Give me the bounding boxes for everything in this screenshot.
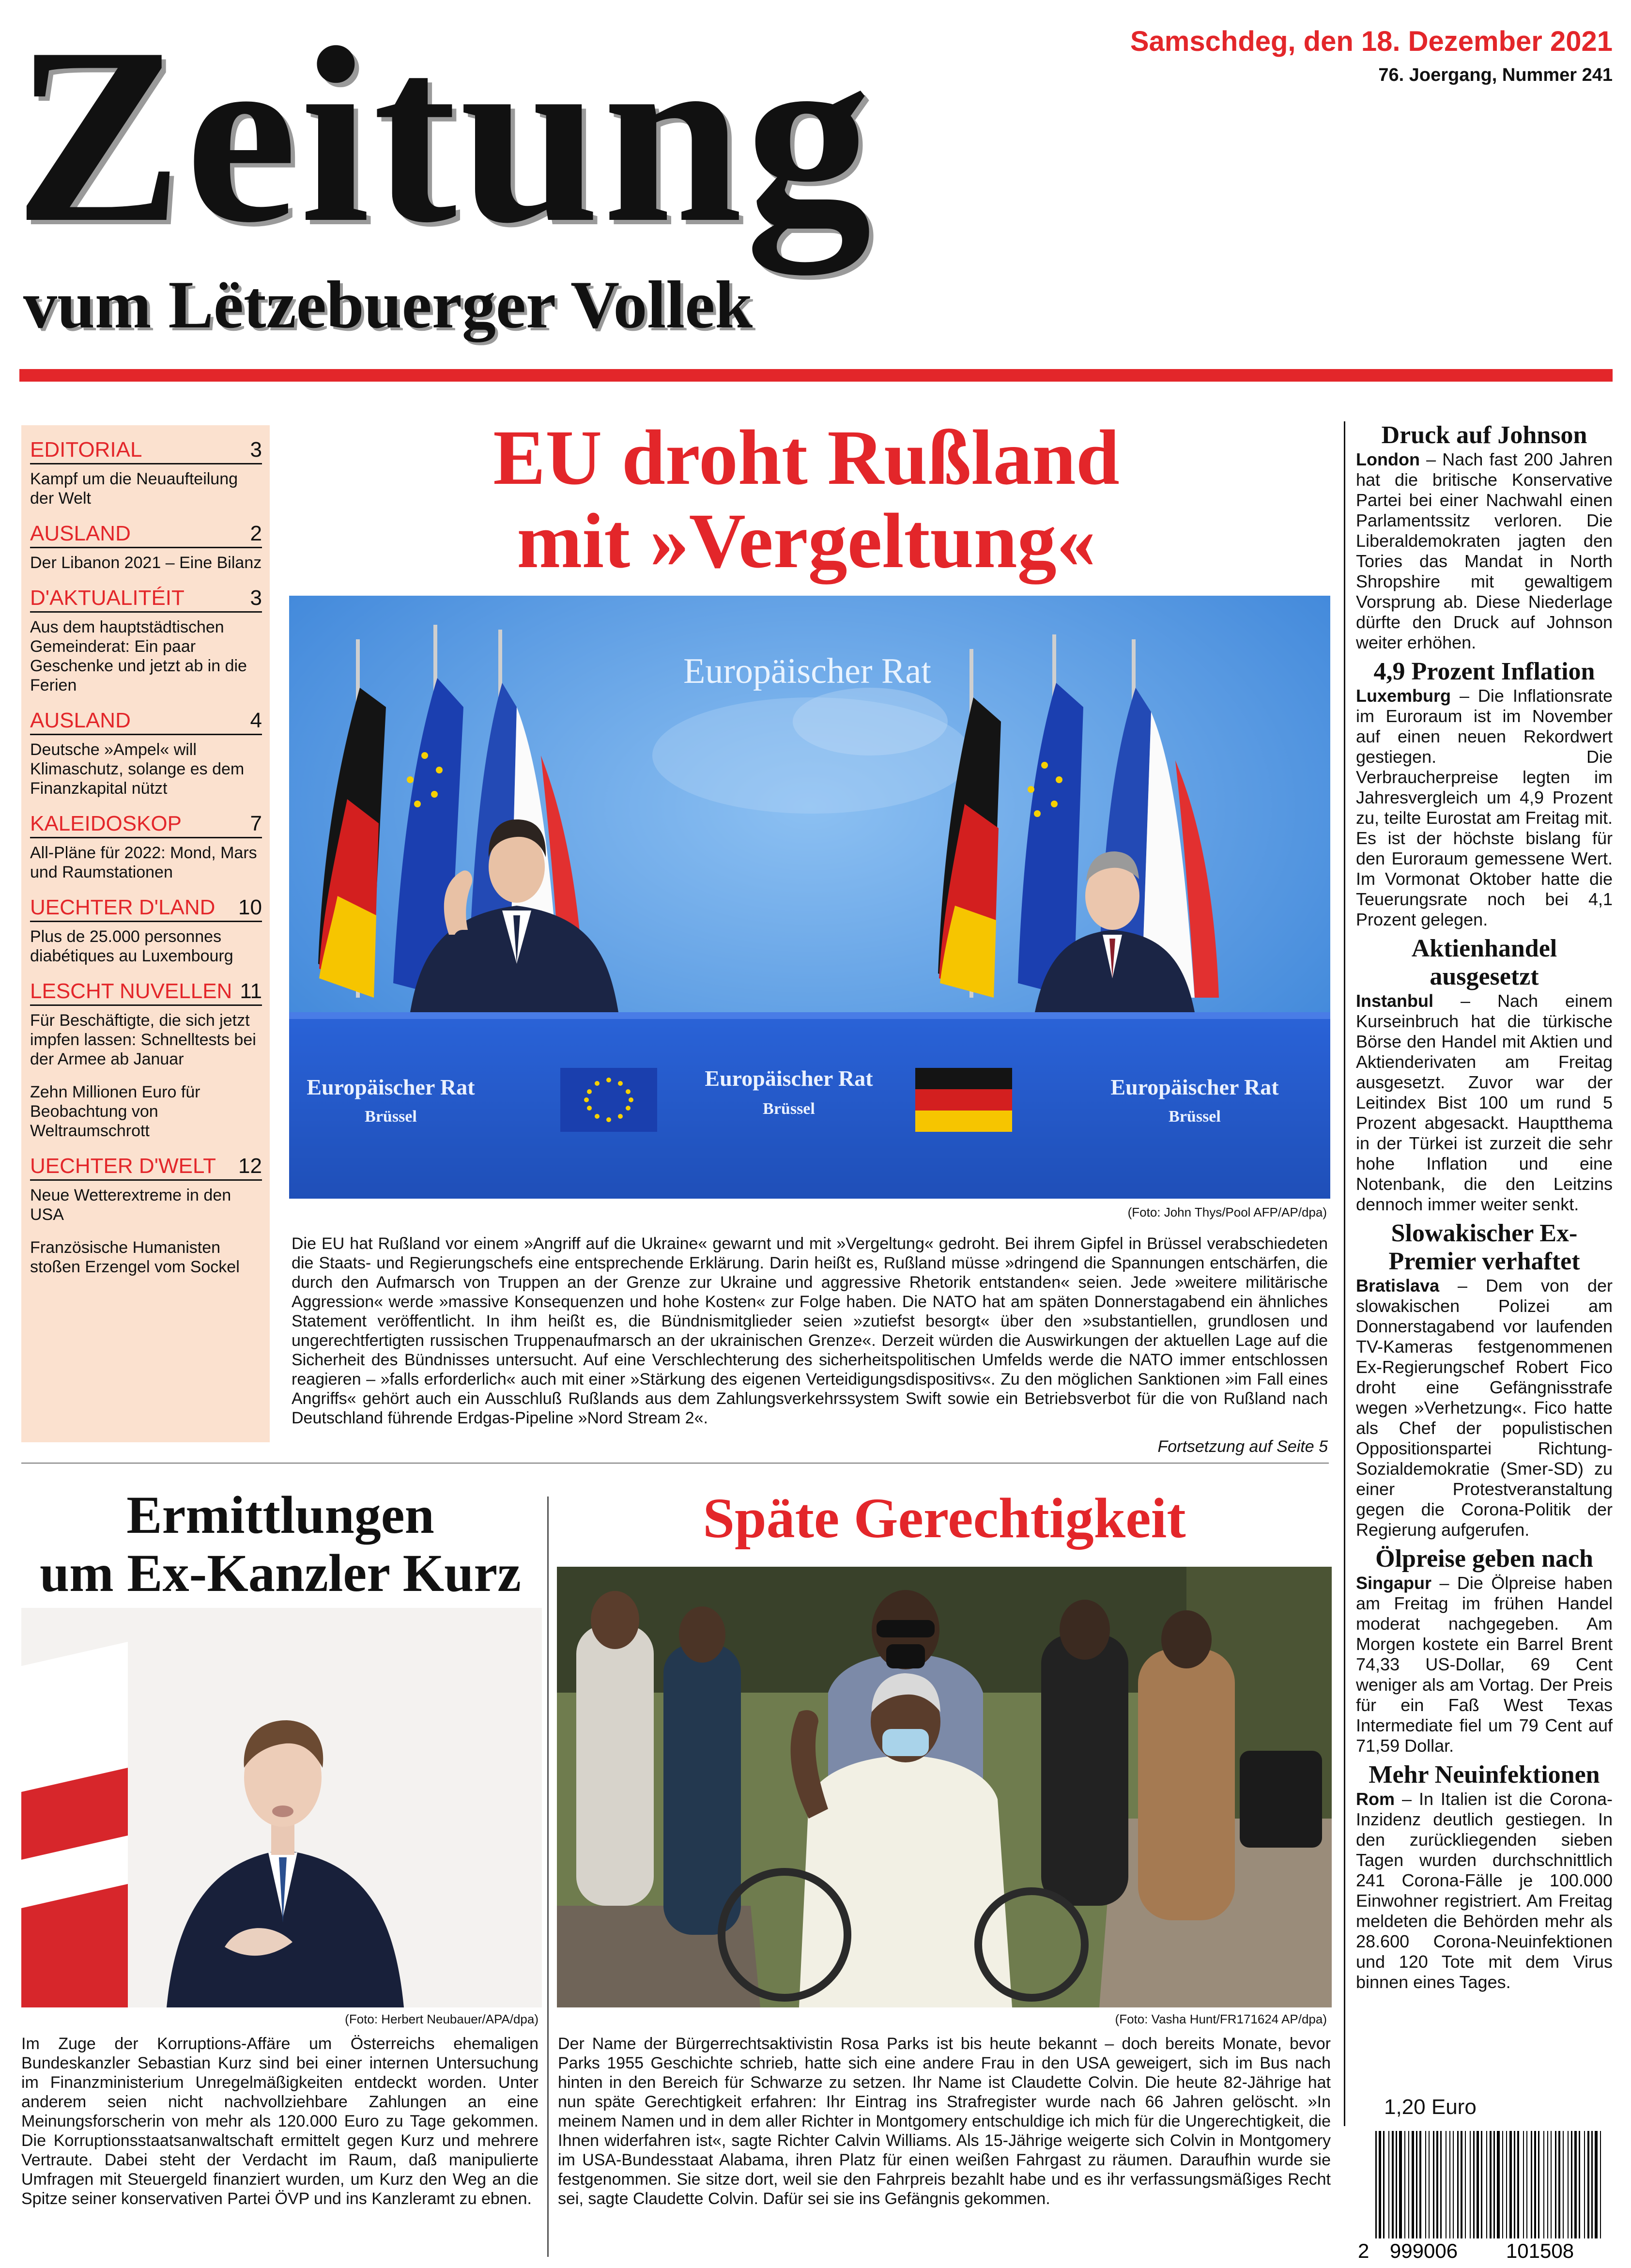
brief-place: Singapur — [1356, 1573, 1432, 1593]
index-section: AUSLAND — [30, 522, 131, 545]
barcode-bar — [1408, 2131, 1409, 2240]
column-divider — [547, 1497, 549, 2257]
index-page: 10 — [238, 895, 262, 919]
index-page: 3 — [250, 438, 262, 462]
backdrop-text: Europäischer Rat — [683, 651, 931, 691]
index-teaser: Zehn Millionen Euro für Beobachtung von Weltraumschrott — [30, 1083, 200, 1140]
lead-headline-line-1: EU droht Rußland — [493, 415, 1120, 501]
brief-title[interactable]: Aktienhandel ausgesetzt — [1411, 935, 1557, 990]
brief-place: Rom — [1356, 1789, 1395, 1809]
barcode-bar — [1506, 2131, 1507, 2240]
index-section: D'AKTUALITÉIT — [30, 586, 185, 610]
brief-text — [1356, 991, 1613, 1215]
barcode-bar — [1375, 2131, 1377, 2252]
barcode-bar — [1502, 2131, 1503, 2240]
kurz-headline-line-1: Ermittlungen — [126, 1485, 434, 1544]
brief-text — [1356, 1276, 1613, 1540]
barcode-bar — [1574, 2131, 1577, 2240]
kurz-photo-credit: (Foto: Herbert Neubauer/APA/dpa) — [345, 2012, 539, 2026]
barcode-bar — [1379, 2131, 1381, 2252]
news-briefs-column — [1344, 421, 1613, 2126]
index-entry-uechter-dwelt[interactable] — [30, 1154, 262, 1181]
barcode-bar — [1551, 2131, 1552, 2240]
index-entry-ausland-2[interactable] — [30, 709, 262, 735]
kurz-photo — [21, 1608, 542, 2007]
brief-place: Bratislava — [1356, 1276, 1440, 1296]
brief-title[interactable]: 4,9 Prozent Inflation — [1373, 658, 1595, 685]
index-section: KALEIDOSKOP — [30, 812, 182, 835]
barcode-bar — [1517, 2131, 1519, 2240]
brief-body: – Nach einem Kurseinbruch hat die türkische Börse den Handel mit Aktien und Aktienderivaten am Freitag ausgesetzt. Zuvor war der Leitindex Bist 100 um rund 5 Prozent abgesackt. Hauptthema in der Türkei ist zurzeit die sehr hohe Inflation und eine Notenbank, die den Leitzins dennoch immer weiter senkt. — [1356, 991, 1613, 1214]
barcode-bar — [1555, 2131, 1556, 2240]
barcode — [1356, 2131, 1608, 2262]
barcode-bar — [1440, 2131, 1442, 2240]
desk-sublabel-center: Brüssel — [763, 1100, 815, 1118]
brief-body: – Die Ölpreise haben am Freitag im frühen Handel moderat nachgegeben. Am Morgen kostete ein Barrel Brent 74,33 US-Dollar, 69 Cent weniger als am Vortag. Der Preis für ein Faß West Texas Intermediate fiel um 79 Cent auf 71,59 Dollar. — [1356, 1573, 1613, 1756]
barcode-bar — [1523, 2131, 1524, 2240]
index-page: 12 — [238, 1154, 262, 1178]
lead-body: Die EU hat Rußland vor einem »Angriff auf die Ukraine« gewarnt und mit »Vergeltung« gedroht. Bei ihrem Gipfel in Brüssel verabschiedeten die Staats- und Regierungschefs eine entsprechende Erklärung. Darin heißt es, Rußland müsse »dringend die Spannungen entschärfen, die durch den Aufmarsch von Truppen an der Grenze zur Ukraine und aggressive Rhetorik entstanden« seien. Jede »weitere militärische Aggression« werde »massive Konsequenzen und hohe Kosten« zur Folge haben. Die NATO hat am späten Donnerstagabend ein ähnliches Statement veröffentlicht. In ihm heißt es, die Bündnismitglieder seien »zutiefst besorgt« über den »substantiellen, grundlosen und ungerechtfertigten russischen Truppenaufmarsch an der ukrainischen Grenze«. Derzeit würden die Auswirkungen der aktuellen Lage auf die Sicherheit des Bündnisses untersucht. Auf eine Verschlechterung des sicherheitspolitischen Umfelds werde die NATO immer entschlossen reagieren – »falls erforderlich« auch mit einer »Stärkung des eigenen Verteidigungsdispositivs«. Zu den möglichen Sanktionen »im Fall eines Angriffs« gehört auch ein Ausschluß Rußlands aus dem Zahlungsverkehrssystem Swift sowie ein Betriebsverbot für die von Rußland nach Deutschland führende Erdgas-Pipeline »Nord Stream 2«. — [292, 1234, 1328, 1427]
index-page: 11 — [240, 979, 262, 1003]
index-teaser: Der Libanon 2021 – Eine Bilanz — [30, 554, 262, 572]
barcode-bar — [1477, 2131, 1479, 2240]
barcode-bar — [1457, 2131, 1459, 2240]
brief-place: Instanbul — [1356, 991, 1433, 1011]
barcode-bar — [1579, 2131, 1580, 2240]
barcode-bar — [1547, 2131, 1548, 2240]
cover-price: 1,20 Euro — [1384, 2095, 1477, 2119]
colvin-headline[interactable]: Späte Gerechtigkeit — [703, 1486, 1186, 1550]
barcode-bar — [1404, 2131, 1405, 2240]
index-page: 3 — [250, 586, 262, 610]
index-teaser: Neue Wetterextreme in den USA — [30, 1186, 231, 1224]
brief-title[interactable]: Ölpreise geben nach — [1375, 1545, 1593, 1573]
kurz-body: Im Zuge der Korruptions-Affäre um Österreichs ehemaligen Bundeskanzler Sebastian Kurz sind bei einer internen Untersuchung im Finanzministerium Unregelmäßigkeiten entdeckt worden. Unter anderem seien nicht nachvollziehbare Zahlungen an eine Meinungsforscherin von mehr als 120.000 Euro zu Tage gekommen. Die Korruptionsstaatsanwaltschaft ermittelt gegen Kurz und mehrere Vertraute. Dabei steht der Verdacht im Raum, daß manipulierte Umfragen mit Steuergeld finanziert wurden, um Kurz den Weg an die Spitze seiner konservativen Partei ÖVP und ins Kanzleramt zu ebnen. — [21, 2035, 539, 2208]
barcode-bar — [1412, 2131, 1414, 2240]
brief-title[interactable]: Druck auf Johnson — [1381, 421, 1587, 449]
barcode-digits-right: 101508 — [1506, 2239, 1574, 2262]
barcode-digit-lead: 2 — [1358, 2239, 1369, 2262]
barcode-digits-left: 999006 — [1389, 2239, 1458, 2262]
barcode-bar — [1514, 2131, 1515, 2240]
barcode-bar — [1481, 2131, 1482, 2240]
kurz-headline[interactable] — [21, 1486, 539, 1602]
index-entry-kaleidoskop[interactable] — [30, 812, 262, 838]
brief-text — [1356, 1573, 1613, 1756]
index-entry-editorial[interactable] — [30, 438, 262, 464]
barcode-bar — [1497, 2131, 1500, 2240]
barcode-bar — [1595, 2131, 1598, 2240]
issue-number: 76. Joergang, Nummer 241 — [1378, 65, 1613, 85]
colvin-photo-credit: (Foto: Vasha Hunt/FR171624 AP/dpa) — [1115, 2012, 1327, 2026]
index-section: UECHTER D'WELT — [30, 1154, 216, 1178]
barcode-bar — [1543, 2131, 1544, 2240]
brief-body: – Die Inflationsrate im Euroraum ist im November auf einen neuen Rekordwert gestiegen. Die Verbraucherpreise legten im Jahresvergleich um 4,9 Prozent zu, teilte Eurostat am Freitag mit. Es ist der höchste bislang für den Euroraum gemessene Wert. Im Vormonat Oktober hatte die Teuerungsrate noch bei 4,1 Prozent gelegen. — [1356, 686, 1613, 929]
masthead-subtitle: vum Lëtzebuerger Vollek — [23, 267, 753, 342]
barcode-bar — [1399, 2131, 1402, 2240]
brief-body: – Dem von der slowakischen Polizei am Donnerstagabend vor laufenden TV-Kameras festgenommenen Ex-Regierungschef Robert Fico droht eine Gefängnisstrafe wegen »Verhetzung«. Fico hatte als Chef der populistischen Oppositionspartei Richtung-Sozialdemokratie (Smer-SD) zu einer Protestveranstaltung gegen die Corona-Politik der Regierung aufgerufen. — [1356, 1276, 1613, 1540]
barcode-bar — [1436, 2131, 1438, 2240]
section-divider — [21, 1463, 1329, 1464]
index-entry-uechter-dland[interactable] — [30, 895, 262, 922]
brief-title[interactable]: Mehr Neuinfektionen — [1369, 1761, 1600, 1789]
barcode-bar — [1509, 2131, 1512, 2240]
barcode-bar — [1388, 2131, 1389, 2240]
barcode-bar — [1453, 2131, 1454, 2240]
barcode-bar — [1465, 2131, 1466, 2240]
barcode-bar — [1493, 2131, 1495, 2240]
barcode-bar — [1449, 2131, 1450, 2240]
desk-label-right: Europäischer Rat — [1110, 1075, 1279, 1099]
index-section: LESCHT NUVELLEN — [30, 979, 232, 1003]
index-teaser: Für Beschäftigte, die sich jetzt impfen lassen: Schnelltests bei der Armee ab Januar — [30, 1011, 256, 1068]
index-page: 2 — [250, 522, 262, 545]
brief-place: London — [1356, 449, 1420, 469]
index-entry-ausland[interactable] — [30, 522, 262, 548]
barcode-bar — [1433, 2131, 1434, 2240]
desk-label-left: Europäischer Rat — [307, 1075, 475, 1099]
brief-body: – Nach fast 200 Jahren hat die britische Konservative Partei bei einer Nachwahl einen Parlamentssitz verloren. Die Liberaldemokraten jagten den Tories das Mandat in North Shropshire mit gewaltigem Vorsprung ab. Diese Niederlage dürfte den Druck auf Johnson weiter erhöhen. — [1356, 449, 1613, 652]
masthead-rule — [19, 369, 1613, 382]
barcode-bar — [1419, 2131, 1421, 2240]
lead-photo-credit: (Foto: John Thys/Pool AFP/AP/dpa) — [1127, 1205, 1327, 1219]
lead-continued-link[interactable]: Fortsetzung auf Seite 5 — [1157, 1437, 1328, 1456]
barcode-bar — [1470, 2131, 1471, 2240]
kurz-headline-line-2: um Ex-Kanzler Kurz — [40, 1543, 521, 1603]
barcode-bar — [1584, 2131, 1585, 2240]
brief-place: Luxemburg — [1356, 686, 1451, 706]
colvin-photo — [557, 1567, 1332, 2007]
index-section: AUSLAND — [30, 709, 131, 732]
desk-sublabel-left: Brüssel — [365, 1108, 417, 1126]
barcode-bar — [1425, 2131, 1426, 2240]
index-teaser: Deutsche »Ampel« will Klimaschutz, solange es dem Finanzkapital nützt — [30, 741, 245, 798]
index-section: UECHTER D'LAND — [30, 895, 215, 919]
barcode-bar — [1568, 2131, 1569, 2240]
brief-text — [1356, 449, 1613, 653]
lead-photo-eu-council — [289, 596, 1330, 1199]
index-teaser: Kampf um die Neuaufteilung der Welt — [30, 470, 238, 508]
barcode-bar — [1396, 2131, 1397, 2240]
barcode-bar — [1429, 2131, 1430, 2240]
brief-text — [1356, 1789, 1613, 1992]
brief-title[interactable]: Slowakischer Ex-Premier verhaftet — [1388, 1219, 1580, 1275]
barcode-bar — [1526, 2131, 1527, 2240]
masthead-title: Zeitung — [15, 0, 875, 275]
index-teaser: Plus de 25.000 personnes diabétiques au Luxembourg — [30, 927, 233, 965]
colvin-body: Der Name der Bürgerrechtsaktivistin Rosa Parks ist bis heute bekannt – doch bereits Monate, bevor Parks 1955 Geschichte schrieb, hatte sich eine andere Frau in den USA geweigert, sich im Bus nach hinten in den Bereich für Schwarze zu setzen. Ihr Name ist Claudette Colvin. Die heute 82-Jährige hat nun späte Gerechtigkeit erfahren: Ihr Eintrag ins Strafregister wurde nach 66 Jahren gelöscht. »In meinem Namen und in dem aller Richter in Montgomery entschuldige ich mich für die Ungerechtigkeit, die Ihnen widerfahren ist«, sagte Richter Calvin Williams. Als 15-Jährige weigerte sich Colvin in Montgomery im USA-Bundesstaat Alabama, ihren Platz für einen weißen Fahrgast zu räumen. Daraufhin wurde sie festgenommen. Sie sitze dort, weil sie den Fahrpreis bezahlt habe und es ihr verfassungsmäßiges Recht sei, sagte Claudette Colvin. Dafür sei sie ins Gefängnis gekommen. — [558, 2035, 1331, 2208]
barcode-bar — [1486, 2131, 1487, 2252]
index-teaser: Französische Humanisten stoßen Erzengel vom Sockel — [30, 1238, 240, 1276]
index-section: EDITORIAL — [30, 438, 142, 462]
brief-body: – In Italien ist die Corona-Inzidenz deutlich gestiegen. In den zurückliegenden sieben Tagen wurden durchschnittlich 241 Corona-Fälle je 100.000 Einwohner registriert. Am Freitag meldeten die Behörden mehr als 28.600 Corona-Neuinfektionen und 120 Tote mit dem Virus binnen eines Tages. — [1356, 1789, 1613, 1992]
desk-label-center: Europäischer Rat — [705, 1066, 873, 1091]
barcode-bar — [1473, 2131, 1475, 2240]
barcode-bar — [1571, 2131, 1572, 2240]
barcode-bar — [1383, 2131, 1385, 2240]
index-entry-aktualiteit[interactable] — [30, 586, 262, 613]
index-page: 7 — [250, 812, 262, 835]
index-page: 4 — [250, 709, 262, 732]
issue-date: Samschdeg, den 18. Dezember 2021 — [1130, 26, 1613, 57]
barcode-bar — [1563, 2131, 1564, 2240]
barcode-bar — [1461, 2131, 1462, 2240]
lead-headline[interactable] — [291, 417, 1322, 583]
contents-index — [21, 425, 270, 1442]
barcode-bar — [1531, 2131, 1532, 2240]
barcode-bar — [1591, 2131, 1593, 2240]
barcode-bar — [1416, 2131, 1417, 2240]
brief-text — [1356, 686, 1613, 930]
barcode-bar — [1587, 2131, 1589, 2240]
index-teaser: All-Pläne für 2022: Mond, Mars und Raumstationen — [30, 844, 257, 881]
desk-sublabel-right: Brüssel — [1169, 1108, 1221, 1126]
lead-headline-line-2: mit »Vergeltung« — [517, 498, 1096, 585]
barcode-bar — [1558, 2131, 1560, 2240]
index-entry-lescht-nuvellen[interactable] — [30, 979, 262, 1006]
barcode-bar — [1600, 2131, 1601, 2252]
barcode-bar — [1490, 2131, 1492, 2240]
index-teaser: Aus dem hauptstädtischen Gemeinderat: Ein paar Geschenke und jetzt ab in die Ferien — [30, 618, 247, 694]
barcode-bar — [1534, 2131, 1536, 2240]
barcode-bar — [1538, 2131, 1539, 2240]
barcode-bar — [1392, 2131, 1394, 2240]
